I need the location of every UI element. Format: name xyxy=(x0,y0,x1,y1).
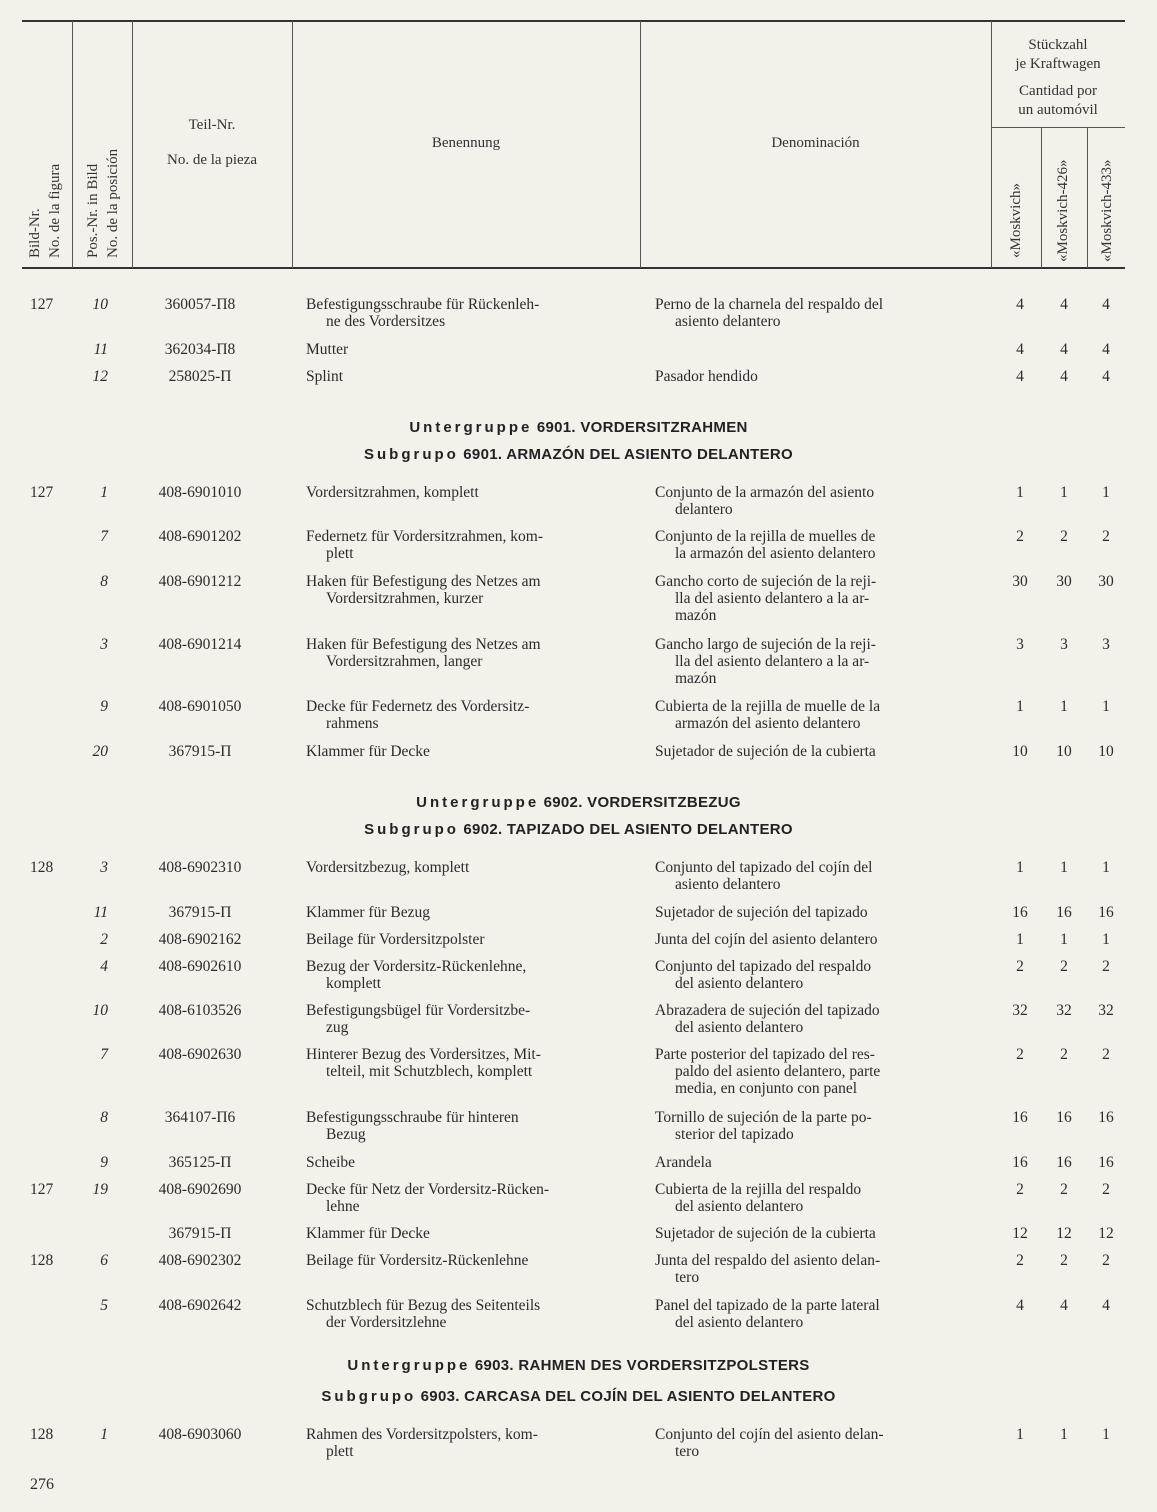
subgroup-title: RAHMEN DES VORDERSITZPOLSTERS xyxy=(518,1357,810,1374)
spanish-name-line: mazón xyxy=(675,607,717,624)
position-number: 9 xyxy=(100,1154,108,1171)
spanish-name-line: Conjunto del cojín del asiento delan- xyxy=(655,1426,884,1443)
position-number: 4 xyxy=(100,958,108,975)
spanish-name xyxy=(655,1002,968,1036)
header-qty-line4: un automóvil xyxy=(1018,102,1098,118)
spanish-name-line: Pasador hendido xyxy=(655,368,758,385)
header-qty-line2: je Kraftwagen xyxy=(1015,56,1101,72)
part-number: 367915-П xyxy=(168,904,232,921)
spanish-name xyxy=(655,931,968,948)
qty-subheader-rule xyxy=(991,127,1125,128)
qty-moskvich-426: 12 xyxy=(1056,1225,1072,1242)
german-name-line: Mutter xyxy=(306,341,349,358)
qty-moskvich-426: 32 xyxy=(1056,1002,1072,1019)
german-name-line: Schutzblech für Bezug des Seitenteils xyxy=(306,1297,541,1314)
figure-number: 127 xyxy=(30,1181,54,1198)
german-name-line: Splint xyxy=(306,368,344,385)
position-number: 7 xyxy=(100,1046,108,1063)
header-benennung: Benennung xyxy=(431,135,501,151)
subgroup-6901-de xyxy=(0,419,1157,436)
german-name-line: Klammer für Decke xyxy=(306,1225,430,1242)
german-name-line: lehne xyxy=(326,1198,360,1215)
german-name-line: Decke für Federnetz des Vordersitz- xyxy=(306,698,530,715)
subgroup-title: VORDERSITZRAHMEN xyxy=(580,419,748,436)
german-name-line: Rahmen des Vordersitzpolsters, kom- xyxy=(306,1426,538,1443)
qty-moskvich-433: 30 xyxy=(1098,573,1114,590)
german-name-line: der Vordersitzlehne xyxy=(326,1314,447,1331)
subgroup-label: Untergruppe xyxy=(416,794,540,811)
qty-moskvich-433: 32 xyxy=(1098,1002,1114,1019)
qty-moskvich: 2 xyxy=(1016,1181,1024,1198)
german-name xyxy=(306,1252,619,1269)
german-name xyxy=(306,931,619,948)
qty-moskvich: 1 xyxy=(1016,698,1024,715)
part-number: 408-6901050 xyxy=(158,698,242,715)
qty-moskvich-433: 12 xyxy=(1098,1225,1114,1242)
spanish-name xyxy=(655,1426,968,1460)
qty-moskvich-433: 16 xyxy=(1098,1154,1114,1171)
german-name-line: plett xyxy=(326,545,354,562)
qty-moskvich-433: 10 xyxy=(1098,743,1114,760)
spanish-name-line: armazón del asiento delantero xyxy=(675,715,861,732)
german-name-line: Vordersitzrahmen, komplett xyxy=(306,484,479,501)
spanish-name-line: Arandela xyxy=(655,1154,712,1171)
qty-moskvich-426: 16 xyxy=(1056,904,1072,921)
spanish-name-line: tero xyxy=(675,1443,700,1460)
spanish-name-line: Cubierta de la rejilla de muelle de la xyxy=(655,698,881,715)
position-number: 8 xyxy=(100,1109,108,1126)
subgroup-label: Untergruppe xyxy=(347,1357,471,1374)
german-name-line: plett xyxy=(326,1443,354,1460)
qty-moskvich: 1 xyxy=(1016,859,1024,876)
position-number: 11 xyxy=(93,904,108,921)
figure-number: 128 xyxy=(30,1426,54,1443)
german-name xyxy=(306,368,619,385)
qty-moskvich-426: 2 xyxy=(1060,958,1068,975)
spanish-name-line: delantero xyxy=(675,501,733,518)
spanish-name-line: Perno de la charnela del respaldo del xyxy=(655,296,884,313)
position-number: 12 xyxy=(92,368,108,385)
german-name xyxy=(306,1002,619,1036)
qty-moskvich-433: 1 xyxy=(1102,484,1110,501)
part-number: 408-6902630 xyxy=(158,1046,242,1063)
part-number: 408-6902610 xyxy=(158,958,242,975)
spanish-name-line: Conjunto de la armazón del asiento xyxy=(655,484,875,501)
qty-moskvich: 1 xyxy=(1016,931,1024,948)
german-name-line: Befestigungsbügel für Vordersitzbe- xyxy=(306,1002,531,1019)
qty-moskvich: 16 xyxy=(1012,1154,1028,1171)
qty-moskvich-433: 2 xyxy=(1102,958,1110,975)
subgroup-number: 6903. xyxy=(420,1388,460,1405)
qty-moskvich-433: 4 xyxy=(1102,368,1110,385)
qty-moskvich-426: 16 xyxy=(1056,1154,1072,1171)
spanish-name-line: Sujetador de sujeción de la cubierta xyxy=(655,1225,876,1242)
spanish-name xyxy=(655,528,968,562)
spanish-name-line: asiento delantero xyxy=(675,313,781,330)
part-number: 408-6103526 xyxy=(158,1002,242,1019)
german-name-line: Vordersitzrahmen, langer xyxy=(326,653,483,670)
qty-moskvich-433: 4 xyxy=(1102,1297,1110,1314)
subgroup-number: 6901. xyxy=(463,446,503,463)
part-number: 408-6903060 xyxy=(158,1426,242,1443)
position-number: 11 xyxy=(93,341,108,358)
header-fig-line2: No. de la figura xyxy=(47,163,63,258)
qty-moskvich: 4 xyxy=(1016,1297,1024,1314)
german-name xyxy=(306,743,619,760)
subgroup-title: ARMAZÓN DEL ASIENTO DELANTERO xyxy=(506,446,794,463)
position-number: 9 xyxy=(100,698,108,715)
german-name xyxy=(306,296,619,330)
german-name-line: komplett xyxy=(326,975,382,992)
header-model-433: «Moskvich-433» xyxy=(1099,159,1115,262)
figure-number: 127 xyxy=(30,484,54,501)
qty-moskvich-433: 2 xyxy=(1102,1046,1110,1063)
german-name xyxy=(306,1426,619,1460)
header-denominacion: Denominación xyxy=(771,135,860,151)
spanish-name-line: Abrazadera de sujeción del tapizado xyxy=(655,1002,880,1019)
spanish-name xyxy=(655,743,968,760)
spanish-name-line: Conjunto de la rejilla de muelles de xyxy=(655,528,876,545)
qty-moskvich-433: 1 xyxy=(1102,1426,1110,1443)
spanish-name-line: Gancho largo de sujeción de la reji- xyxy=(655,636,876,653)
qty-moskvich: 12 xyxy=(1012,1225,1028,1242)
german-name xyxy=(306,1046,619,1080)
spanish-name xyxy=(655,573,968,624)
spanish-name xyxy=(655,1225,968,1242)
german-name-line: Hinterer Bezug des Vordersitzes, Mit- xyxy=(306,1046,541,1063)
qty-moskvich: 30 xyxy=(1012,573,1028,590)
qty-moskvich-426: 3 xyxy=(1060,636,1068,653)
spanish-name-line: asiento delantero xyxy=(675,876,781,893)
spanish-name xyxy=(655,904,968,921)
german-name xyxy=(306,1297,619,1331)
part-number: 408-6901010 xyxy=(158,484,242,501)
german-name-line: telteil, mit Schutzblech, komplett xyxy=(326,1063,533,1080)
spanish-name-line: del asiento delantero xyxy=(675,1198,804,1215)
column-divider xyxy=(1041,128,1042,268)
figure-number: 128 xyxy=(30,859,54,876)
qty-moskvich-433: 2 xyxy=(1102,528,1110,545)
spanish-name xyxy=(655,1181,968,1215)
spanish-name-line: media, en conjunto con panel xyxy=(675,1080,858,1097)
part-number: 360057-П8 xyxy=(164,296,236,313)
qty-moskvich: 2 xyxy=(1016,958,1024,975)
position-number: 8 xyxy=(100,573,108,590)
subgroup-label: Subgrupo xyxy=(321,1388,417,1405)
qty-moskvich-426: 2 xyxy=(1060,1046,1068,1063)
header-fig-line1: Bild-Nr. xyxy=(27,208,43,258)
german-name-line: Decke für Netz der Vordersitz-Rücken- xyxy=(306,1181,550,1198)
subgroup-label: Subgrupo xyxy=(363,446,459,463)
german-name-line: ne des Vordersitzes xyxy=(326,313,446,330)
qty-moskvich: 16 xyxy=(1012,1109,1028,1126)
qty-moskvich-426: 1 xyxy=(1060,1426,1068,1443)
german-name xyxy=(306,904,619,921)
part-number: 408-6901212 xyxy=(158,573,242,590)
spanish-name-line: Conjunto del tapizado del cojín del xyxy=(655,859,873,876)
spanish-name-line: lla del asiento delantero a la ar- xyxy=(675,653,870,670)
spanish-name xyxy=(655,484,968,518)
german-name-line: zug xyxy=(326,1019,349,1036)
spanish-name xyxy=(655,1109,968,1143)
part-number: 365125-П xyxy=(168,1154,232,1171)
spanish-name-line: Junta del respaldo del asiento delan- xyxy=(655,1252,881,1269)
qty-moskvich: 4 xyxy=(1016,368,1024,385)
qty-moskvich-426: 1 xyxy=(1060,484,1068,501)
german-name xyxy=(306,1154,619,1171)
qty-moskvich-426: 16 xyxy=(1056,1109,1072,1126)
column-divider xyxy=(132,21,133,268)
subgroup-6903-de xyxy=(0,1357,1157,1374)
qty-moskvich: 4 xyxy=(1016,296,1024,313)
part-number: 362034-П8 xyxy=(164,341,236,358)
subgroup-title: TAPIZADO DEL ASIENTO DELANTERO xyxy=(506,821,793,838)
header-qty-line3: Cantidad por xyxy=(1019,83,1097,99)
qty-moskvich-433: 1 xyxy=(1102,931,1110,948)
subgroup-6902-es xyxy=(0,821,1157,838)
spanish-name-line: paldo del asiento delantero, parte xyxy=(675,1063,881,1080)
qty-moskvich-426: 1 xyxy=(1060,698,1068,715)
qty-moskvich: 1 xyxy=(1016,1426,1024,1443)
qty-moskvich-426: 4 xyxy=(1060,296,1068,313)
subgroup-6902-de xyxy=(0,794,1157,811)
qty-moskvich-426: 30 xyxy=(1056,573,1072,590)
column-divider xyxy=(1087,128,1088,268)
german-name xyxy=(306,1225,619,1242)
part-number: 364107-П6 xyxy=(164,1109,236,1126)
qty-moskvich-426: 10 xyxy=(1056,743,1072,760)
qty-moskvich: 4 xyxy=(1016,341,1024,358)
part-number: 367915-П xyxy=(168,743,232,760)
subgroup-6903-es xyxy=(0,1388,1157,1405)
german-name xyxy=(306,1181,619,1215)
qty-moskvich-426: 1 xyxy=(1060,859,1068,876)
qty-moskvich-426: 4 xyxy=(1060,1297,1068,1314)
subgroup-number: 6902. xyxy=(463,821,503,838)
header-part-line2: No. de la pieza xyxy=(167,152,257,168)
german-name xyxy=(306,528,619,562)
spanish-name xyxy=(655,698,968,732)
qty-moskvich: 16 xyxy=(1012,904,1028,921)
german-name xyxy=(306,859,619,876)
qty-moskvich: 10 xyxy=(1012,743,1028,760)
spanish-name xyxy=(655,296,968,330)
position-number: 3 xyxy=(100,859,108,876)
header-bottom-rule xyxy=(22,267,1125,269)
german-name-line: Vordersitzbezug, komplett xyxy=(306,859,470,876)
qty-moskvich-433: 16 xyxy=(1098,1109,1114,1126)
qty-moskvich-426: 4 xyxy=(1060,368,1068,385)
spanish-name-line: del asiento delantero xyxy=(675,1019,804,1036)
part-number: 408-6902690 xyxy=(158,1181,242,1198)
spanish-name xyxy=(655,1297,968,1331)
position-number: 3 xyxy=(100,636,108,653)
spanish-name xyxy=(655,636,968,687)
german-name-line: Haken für Befestigung des Netzes am xyxy=(306,573,541,590)
german-name xyxy=(306,1109,619,1143)
qty-moskvich: 2 xyxy=(1016,528,1024,545)
spanish-name-line: Sujetador de sujeción de la cubierta xyxy=(655,743,876,760)
qty-moskvich-433: 4 xyxy=(1102,296,1110,313)
subgroup-title: CARCASA DEL COJÍN DEL ASIENTO DELANTERO xyxy=(464,1388,836,1405)
german-name-line: rahmens xyxy=(326,715,379,732)
qty-moskvich-433: 1 xyxy=(1102,859,1110,876)
header-pos-line2: No. de la posición xyxy=(105,148,121,258)
part-number: 408-6901214 xyxy=(158,636,242,653)
qty-moskvich-426: 2 xyxy=(1060,528,1068,545)
position-number: 6 xyxy=(100,1252,108,1269)
spanish-name xyxy=(655,958,968,992)
part-number: 408-6902310 xyxy=(158,859,242,876)
spanish-name-line: sterior del tapizado xyxy=(675,1126,794,1143)
position-number: 7 xyxy=(100,528,108,545)
german-name-line: Federnetz für Vordersitzrahmen, kom- xyxy=(306,528,544,545)
spanish-name-line: del asiento delantero xyxy=(675,975,804,992)
spanish-name xyxy=(655,368,968,385)
german-name-line: Vordersitzrahmen, kurzer xyxy=(326,590,484,607)
german-name-line: Beilage für Vordersitz-Rückenlehne xyxy=(306,1252,529,1269)
qty-moskvich-433: 4 xyxy=(1102,341,1110,358)
header-pos-line1: Pos.-Nr. in Bild xyxy=(85,163,101,258)
spanish-name-line: Sujetador de sujeción del tapizado xyxy=(655,904,868,921)
german-name-line: Befestigungsschraube für hinteren xyxy=(306,1109,519,1126)
part-number: 258025-П xyxy=(168,368,232,385)
part-number: 408-6902162 xyxy=(158,931,242,948)
header-model-426: «Moskvich-426» xyxy=(1055,159,1071,262)
german-name-line: Klammer für Decke xyxy=(306,743,430,760)
german-name xyxy=(306,698,619,732)
german-name xyxy=(306,341,619,358)
qty-moskvich-433: 16 xyxy=(1098,904,1114,921)
position-number: 1 xyxy=(100,484,108,501)
spanish-name-line: Panel del tapizado de la parte lateral xyxy=(655,1297,880,1314)
german-name-line: Scheibe xyxy=(306,1154,356,1171)
spanish-name-line: lla del asiento delantero a la ar- xyxy=(675,590,870,607)
german-name-line: Bezug xyxy=(326,1126,366,1143)
column-divider xyxy=(72,21,73,268)
part-number: 408-6902302 xyxy=(158,1252,242,1269)
spanish-name-line: la armazón del asiento delantero xyxy=(675,545,876,562)
spanish-name-line: mazón xyxy=(675,670,717,687)
subgroup-6901-es xyxy=(0,446,1157,463)
header-model-moskvich: «Moskvich» xyxy=(1008,183,1024,258)
spanish-name-line: del asiento delantero xyxy=(675,1314,804,1331)
part-number: 408-6901202 xyxy=(158,528,242,545)
subgroup-label: Subgrupo xyxy=(364,821,459,838)
german-name xyxy=(306,958,619,992)
subgroup-title: VORDERSITZBEZUG xyxy=(587,794,741,811)
position-number: 10 xyxy=(92,1002,108,1019)
qty-moskvich-433: 2 xyxy=(1102,1252,1110,1269)
german-name-line: Befestigungsschraube für Rückenleh- xyxy=(306,296,540,313)
qty-moskvich-426: 2 xyxy=(1060,1181,1068,1198)
part-number: 367915-П xyxy=(168,1225,232,1242)
spanish-name-line: Conjunto del tapizado del respaldo xyxy=(655,958,872,975)
figure-number: 127 xyxy=(30,296,54,313)
spanish-name xyxy=(655,859,968,893)
position-number: 10 xyxy=(92,296,108,313)
german-name-line: Haken für Befestigung des Netzes am xyxy=(306,636,541,653)
table-top-rule xyxy=(22,20,1125,22)
spanish-name-line: Parte posterior del tapizado del res- xyxy=(655,1046,875,1063)
german-name xyxy=(306,573,619,607)
position-number: 19 xyxy=(92,1181,108,1198)
spanish-name-line: Cubierta de la rejilla del respaldo xyxy=(655,1181,862,1198)
subgroup-number: 6902. xyxy=(543,794,583,811)
spanish-name-line: Gancho corto de sujeción de la reji- xyxy=(655,573,877,590)
qty-moskvich-433: 3 xyxy=(1102,636,1110,653)
page-number: 276 xyxy=(30,1476,54,1493)
qty-moskvich: 3 xyxy=(1016,636,1024,653)
header-part-line1: Teil-Nr. xyxy=(188,117,236,133)
header-qty-line1: Stückzahl xyxy=(1028,37,1088,53)
position-number: 20 xyxy=(92,743,108,760)
spanish-name-line: Junta del cojín del asiento delantero xyxy=(655,931,878,948)
qty-moskvich: 1 xyxy=(1016,484,1024,501)
subgroup-label: Untergruppe xyxy=(409,419,533,436)
position-number: 2 xyxy=(100,931,108,948)
german-name xyxy=(306,484,619,501)
qty-moskvich-426: 4 xyxy=(1060,341,1068,358)
german-name-line: Klammer für Bezug xyxy=(306,904,430,921)
qty-moskvich-433: 2 xyxy=(1102,1181,1110,1198)
figure-number: 128 xyxy=(30,1252,54,1269)
german-name-line: Bezug der Vordersitz-Rückenlehne, xyxy=(306,958,527,975)
german-name-line: Beilage für Vordersitzpolster xyxy=(306,931,485,948)
spanish-name-line: Tornillo de sujeción de la parte po- xyxy=(655,1109,872,1126)
spanish-name-line: tero xyxy=(675,1269,700,1286)
subgroup-number: 6901. xyxy=(536,419,576,436)
position-number: 5 xyxy=(100,1297,108,1314)
subgroup-number: 6903. xyxy=(474,1357,514,1374)
spanish-name xyxy=(655,1154,968,1171)
qty-moskvich: 2 xyxy=(1016,1046,1024,1063)
qty-moskvich: 32 xyxy=(1012,1002,1028,1019)
qty-moskvich-426: 2 xyxy=(1060,1252,1068,1269)
part-number: 408-6902642 xyxy=(158,1297,242,1314)
german-name xyxy=(306,636,619,670)
qty-moskvich-433: 1 xyxy=(1102,698,1110,715)
qty-moskvich: 2 xyxy=(1016,1252,1024,1269)
position-number: 1 xyxy=(100,1426,108,1443)
spanish-name xyxy=(655,1046,968,1097)
spanish-name xyxy=(655,1252,968,1286)
qty-moskvich-426: 1 xyxy=(1060,931,1068,948)
